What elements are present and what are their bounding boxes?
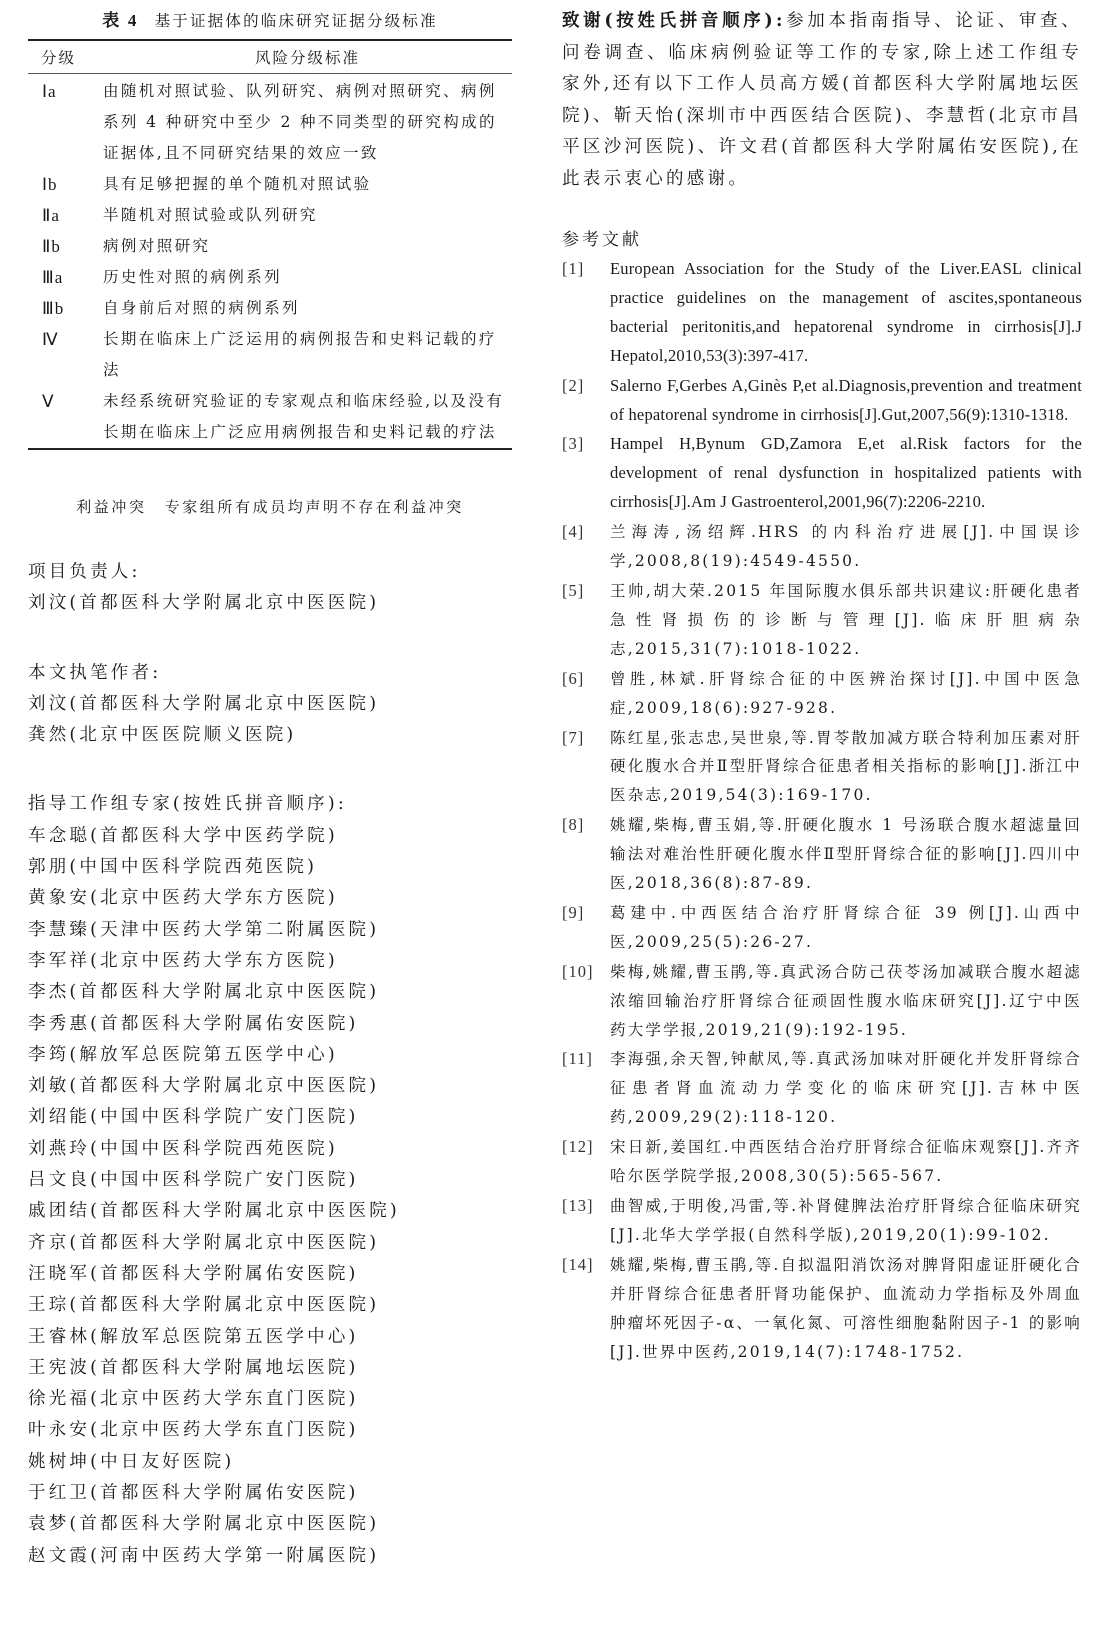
expert-item: 王琮(首都医科大学附属北京中医医院) — [28, 1295, 380, 1316]
conflict-of-interest — [28, 495, 512, 519]
grade-cell: Ⅱa — [42, 206, 60, 225]
experts-title: 指导工作组专家(按姓氏拼音顺序): — [28, 794, 347, 815]
expert-item: 刘敏(首都医科大学附属北京中医医院) — [28, 1076, 380, 1097]
expert-item: 戚团结(首都医科大学附属北京中医医院) — [28, 1201, 400, 1222]
grade-cell: Ⅳ — [42, 330, 59, 349]
grade-cell: Ⅲa — [42, 268, 64, 287]
ack-label: 致谢(按姓氏拼音顺序): — [562, 11, 786, 31]
reference-text: European Association for the Study of the Liver.EASL clinical practice guidelines on the management of ascites,spontaneous bacterial peritonitis,and hepatorenal syndrome in cirrhosis[J].J Hepatol,2010,53(3):397-417. — [610, 259, 1082, 365]
expert-item: 郭朋(中国中医科学院西苑医院) — [28, 857, 318, 878]
reference-item — [562, 1133, 1082, 1191]
reference-number: [7] — [562, 727, 585, 747]
expert-item: 李军祥(北京中医药大学东方医院) — [28, 950, 338, 971]
criterion-cell: 长期在临床上广泛运用的病例报告和史料记载的疗法 — [103, 330, 497, 379]
expert-item: 李慧臻(天津中医药大学第二附属医院) — [28, 919, 380, 940]
table-caption — [28, 8, 512, 34]
reference-number: [11] — [562, 1049, 593, 1069]
expert-item: 刘绍能(中国中医科学院广安门医院) — [28, 1107, 359, 1128]
table-row — [28, 74, 512, 170]
table-row — [28, 169, 512, 200]
ack-text: 参加本指南指导、论证、审查、问卷调查、临床病例验证等工作的专家,除上述工作组专家外,还有以下工作人员高方媛(首都医科大学附属地坛医院)、靳天怡(深圳市中西医结合医院)、李慧哲(北京市昌平区沙河医院)、许文君(首都医科大学附属佑安医院),在此表示衷心的感谢。 — [562, 11, 1082, 189]
reference-item — [562, 518, 1082, 576]
reference-item — [562, 958, 1082, 1045]
reference-text: 姚耀,柴梅,曹玉娟,等.肝硬化腹水 1 号汤联合腹水超滤量回输法对难治性肝硬化腹水伴Ⅱ型肝肾综合征的影响[J].四川中医,2018,36(8):87-89. — [610, 816, 1082, 893]
reference-text: 葛建中.中西医结合治疗肝肾综合征 39 例[J].山西中医,2009,25(5):26-27. — [610, 903, 1082, 951]
reference-number: [8] — [562, 815, 585, 835]
criterion-cell: 历史性对照的病例系列 — [103, 268, 283, 286]
expert-item: 袁梦(首都医科大学附属北京中医医院) — [28, 1514, 380, 1535]
reference-text: 曲智威,于明俊,冯雷,等.补肾健脾法治疗肝肾综合征临床研究[J].北华大学学报(自然科学版),2019,20(1):99-102. — [610, 1197, 1082, 1244]
expert-item: 徐光福(北京中医药大学东直门医院) — [28, 1389, 359, 1410]
criterion-cell: 具有足够把握的单个随机对照试验 — [103, 175, 372, 193]
right-column — [562, 0, 1082, 1366]
reference-number: [1] — [562, 259, 585, 278]
criterion-cell: 病例对照研究 — [103, 237, 211, 255]
reference-number: [10] — [562, 961, 594, 981]
table-row — [28, 386, 512, 449]
reference-item — [562, 430, 1082, 517]
table-header-row — [28, 40, 512, 74]
reference-number: [5] — [562, 580, 585, 600]
reference-text: 王帅,胡大荣.2015 年国际腹水俱乐部共识建议:肝硬化患者急性肾损伤的诊断与管理[J].临床肝胆病杂志,2015,31(7):1018-1022. — [610, 581, 1082, 658]
expert-item: 李杰(首都医科大学附属北京中医医院) — [28, 982, 380, 1003]
coi-label: 利益冲突 — [76, 498, 147, 516]
author-item: 刘汶(首都医科大学附属北京中医医院) — [28, 693, 380, 714]
criterion-cell: 自身前后对照的病例系列 — [103, 299, 300, 317]
expert-item: 李筠(解放军总医院第五医学中心) — [28, 1044, 338, 1065]
reference-number: [14] — [562, 1254, 594, 1274]
expert-item: 车念聪(首都医科大学中医药学院) — [28, 825, 338, 846]
table-row — [28, 231, 512, 262]
reference-number: [12] — [562, 1137, 594, 1157]
acknowledgement — [562, 6, 1082, 195]
experts-section — [28, 789, 512, 1571]
reference-item — [562, 1192, 1082, 1250]
criterion-cell: 半随机对照试验或队列研究 — [103, 206, 318, 224]
reference-number: [13] — [562, 1196, 594, 1215]
project-lead-title: 项目负责人: — [28, 562, 141, 582]
table-row — [28, 200, 512, 231]
reference-text: 曾胜,林斌.肝肾综合征的中医辨治探讨[J].中国中医急症,2009,18(6):927-928. — [610, 669, 1082, 717]
expert-item: 李秀惠(首都医科大学附属佑安医院) — [28, 1013, 359, 1034]
expert-item: 于红卫(首都医科大学附属佑安医院) — [28, 1483, 359, 1504]
expert-item: 吕文良(中国中医科学院广安门医院) — [28, 1170, 359, 1191]
grade-cell: Ⅴ — [42, 392, 55, 411]
reference-list — [562, 255, 1082, 1366]
reference-item — [562, 1045, 1082, 1132]
reference-text: 陈红星,张志忠,吴世泉,等.胃苓散加减方联合特利加压素对肝硬化腹水合并Ⅱ型肝肾综合征患者相关指标的影响[J].浙江中医杂志,2019,54(3):169-170. — [610, 728, 1082, 805]
table-title: 基于证据体的临床研究证据分级标准 — [154, 12, 438, 30]
grade-cell: Ⅰb — [42, 175, 58, 194]
reference-item — [562, 899, 1082, 957]
reference-text: Salerno F,Gerbes A,Ginès P,et al.Diagnosis,prevention and treatment of hepatorenal syndrome in cirrhosis[J].Gut,2007,56(9):1310-1318. — [610, 375, 1082, 424]
authors-section — [28, 658, 512, 752]
expert-item: 王宪波(首都医科大学附属地坛医院) — [28, 1357, 359, 1378]
expert-item: 刘燕玲(中国中医科学院西苑医院) — [28, 1138, 338, 1159]
project-lead-item: 刘汶(首都医科大学附属北京中医医院) — [28, 593, 380, 614]
expert-item: 齐京(首都医科大学附属北京中医医院) — [28, 1232, 380, 1253]
reference-item — [562, 724, 1082, 811]
author-item: 龚然(北京中医医院顺义医院) — [28, 725, 297, 746]
table-number: 表 4 — [102, 11, 139, 30]
left-column — [28, 0, 512, 1572]
evidence-grading-table — [28, 39, 512, 450]
expert-item: 赵文霞(河南中医药大学第一附属医院) — [28, 1545, 380, 1566]
reference-item — [562, 1251, 1082, 1367]
grade-cell: Ⅲb — [42, 299, 65, 318]
criterion-cell: 由随机对照试验、队列研究、病例对照研究、病例系列 4 种研究中至少 2 种不同类型的研究构成的证据体,且不同研究结果的效应一致 — [103, 82, 497, 162]
expert-item: 王睿林(解放军总医院第五医学中心) — [28, 1326, 359, 1347]
reference-item — [562, 665, 1082, 723]
references-title: 参考文献 — [562, 230, 642, 250]
expert-item: 叶永安(北京中医药大学东直门医院) — [28, 1420, 359, 1441]
grade-cell: Ⅰa — [42, 82, 57, 101]
expert-item: 黄象安(北京中医药大学东方医院) — [28, 888, 338, 909]
header-criterion: 风险分级标准 — [254, 49, 360, 67]
reference-item — [562, 811, 1082, 898]
reference-number: [2] — [562, 375, 585, 395]
reference-item — [562, 577, 1082, 664]
reference-item — [562, 372, 1082, 430]
reference-text: 姚耀,柴梅,曹玉鹃,等.自拟温阳消饮汤对脾肾阳虚证肝硬化合并肝肾综合征患者肝肾功能保护、血流动力学指标及外周血肿瘤坏死因子-α、一氧化氮、可溶性细胞黏附因子-1 的影响[J].世界中医药,2019,14(7):1748-1752. — [610, 1255, 1082, 1361]
reference-text: 李海强,余天智,钟献凤,等.真武汤加味对肝硬化并发肝肾综合征患者肾血流动力学变化的临床研究[J].吉林中医药,2009,29(2):118-120. — [610, 1050, 1082, 1127]
criterion-cell: 未经系统研究验证的专家观点和临床经验,以及没有长期在临床上广泛应用病例报告和史料记载的疗法 — [103, 392, 505, 441]
expert-item: 姚树坤(中日友好医院) — [28, 1451, 235, 1472]
reference-number: [4] — [562, 522, 585, 542]
reference-text: 柴梅,姚耀,曹玉鹃,等.真武汤合防己茯苓汤加减联合腹水超滤浓缩回输治疗肝肾综合征顽固性腹水临床研究[J].辽宁中医药大学学报,2019,21(9):192-195. — [610, 962, 1082, 1039]
reference-text: 宋日新,姜国红.中西医结合治疗肝肾综合征临床观察[J].齐齐哈尔医学院学报,2008,30(5):565-567. — [610, 1138, 1082, 1186]
reference-number: [9] — [562, 902, 585, 922]
table-row — [28, 293, 512, 324]
grade-cell: Ⅱb — [42, 237, 61, 256]
reference-item — [562, 255, 1082, 371]
reference-number: [3] — [562, 434, 585, 454]
table-row — [28, 262, 512, 293]
reference-text: Hampel H,Bynum GD,Zamora E,et al.Risk factors for the development of renal dysfunction in hospitalized patients with cirrhosis[J].Am J Gastroenterol,2001,96(7):2206-2210. — [610, 434, 1082, 512]
expert-item: 汪晓军(首都医科大学附属佑安医院) — [28, 1263, 359, 1284]
authors-title: 本文执笔作者: — [28, 662, 162, 683]
header-grade: 分级 — [41, 49, 77, 67]
reference-text: 兰海涛,汤绍辉.HRS 的内科治疗进展[J].中国误诊学,2008,8(19):4549-4550. — [610, 523, 1082, 571]
coi-text: 专家组所有成员均声明不存在利益冲突 — [164, 498, 464, 516]
table-row — [28, 324, 512, 386]
reference-number: [6] — [562, 668, 585, 688]
project-lead-section — [28, 557, 512, 620]
